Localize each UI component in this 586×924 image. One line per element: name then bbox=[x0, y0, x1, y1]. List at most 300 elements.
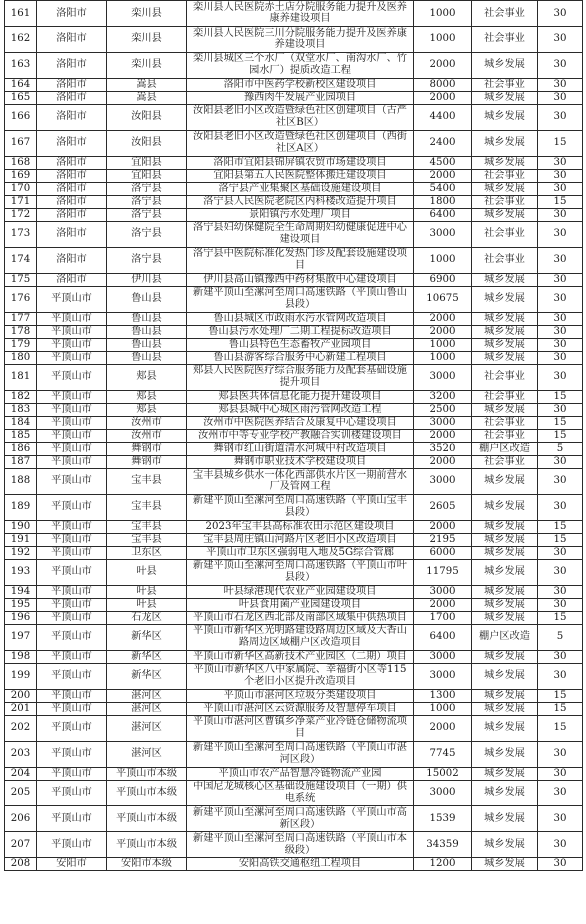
amount-cell: 1000 bbox=[414, 351, 472, 364]
county-cell: 湛河区 bbox=[107, 715, 187, 741]
category-cell: 城乡发展 bbox=[472, 273, 538, 286]
amount-cell: 3200 bbox=[414, 390, 472, 403]
city-cell: 洛阳市 bbox=[37, 169, 107, 182]
row-number-cell: 198 bbox=[5, 650, 37, 663]
row-number-cell: 205 bbox=[5, 780, 37, 806]
amount-cell: 5400 bbox=[414, 182, 472, 195]
category-cell: 城乡发展 bbox=[472, 325, 538, 338]
table-row bbox=[5, 559, 583, 585]
project-name-cell: 新建平顶山至漯河至周口高速铁路（平顶山市叶县段） bbox=[187, 559, 414, 585]
table-row bbox=[5, 156, 583, 169]
category-cell: 城乡发展 bbox=[472, 585, 538, 598]
city-cell: 平顶山市 bbox=[37, 689, 107, 702]
category-cell: 社会事业 bbox=[472, 78, 538, 91]
city-cell: 平顶山市 bbox=[37, 767, 107, 780]
category-cell: 城乡发展 bbox=[472, 312, 538, 325]
amount-cell: 2000 bbox=[414, 715, 472, 741]
row-number-cell: 207 bbox=[5, 832, 37, 858]
row-number-cell: 191 bbox=[5, 533, 37, 546]
row-number-cell: 165 bbox=[5, 91, 37, 104]
city-cell: 平顶山市 bbox=[37, 598, 107, 611]
county-cell: 湛河区 bbox=[107, 689, 187, 702]
category-cell: 城乡发展 bbox=[472, 520, 538, 533]
city-cell: 洛阳市 bbox=[37, 78, 107, 91]
project-name-cell: 宜阳县第五人民医院整体搬迁建设项目 bbox=[187, 169, 414, 182]
project-name-cell: 鲁山县游客综合服务中心新建工程项目 bbox=[187, 351, 414, 364]
category-cell: 城乡发展 bbox=[472, 858, 538, 871]
category-cell: 城乡发展 bbox=[472, 780, 538, 806]
row-number-cell: 185 bbox=[5, 429, 37, 442]
term-years-cell: 30 bbox=[538, 455, 583, 468]
category-cell: 城乡发展 bbox=[472, 546, 538, 559]
amount-cell: 2195 bbox=[414, 533, 472, 546]
city-cell: 平顶山市 bbox=[37, 546, 107, 559]
city-cell: 洛阳市 bbox=[37, 208, 107, 221]
city-cell: 平顶山市 bbox=[37, 429, 107, 442]
table-row bbox=[5, 247, 583, 273]
row-number-cell: 181 bbox=[5, 364, 37, 390]
county-cell: 汝州市 bbox=[107, 429, 187, 442]
county-cell: 伊川县 bbox=[107, 273, 187, 286]
term-years-cell: 30 bbox=[538, 273, 583, 286]
term-years-cell: 30 bbox=[538, 91, 583, 104]
project-name-cell: 豫西肉牛发展产业园项目 bbox=[187, 91, 414, 104]
table-row bbox=[5, 182, 583, 195]
category-cell: 城乡发展 bbox=[472, 286, 538, 312]
category-cell: 城乡发展 bbox=[472, 104, 538, 130]
county-cell: 平顶山市本级 bbox=[107, 832, 187, 858]
county-cell: 宜阳县 bbox=[107, 169, 187, 182]
term-years-cell: 30 bbox=[538, 780, 583, 806]
county-cell: 卫东区 bbox=[107, 546, 187, 559]
table-row bbox=[5, 325, 583, 338]
county-cell: 嵩县 bbox=[107, 91, 187, 104]
table-row bbox=[5, 195, 583, 208]
term-years-cell: 30 bbox=[538, 832, 583, 858]
city-cell: 平顶山市 bbox=[37, 403, 107, 416]
amount-cell: 1000 bbox=[414, 1, 472, 27]
project-name-cell: 栾川县人民医院赤土店分院服务能力提升及医养康养建设项目 bbox=[187, 1, 414, 27]
table-row bbox=[5, 806, 583, 832]
table-row bbox=[5, 767, 583, 780]
city-cell: 平顶山市 bbox=[37, 663, 107, 689]
amount-cell: 6000 bbox=[414, 546, 472, 559]
amount-cell: 4400 bbox=[414, 104, 472, 130]
category-cell: 城乡发展 bbox=[472, 468, 538, 494]
term-years-cell: 30 bbox=[538, 806, 583, 832]
amount-cell: 2000 bbox=[414, 325, 472, 338]
term-years-cell: 30 bbox=[538, 546, 583, 559]
city-cell: 洛阳市 bbox=[37, 130, 107, 156]
table-row bbox=[5, 364, 583, 390]
county-cell: 湛河区 bbox=[107, 702, 187, 715]
project-name-cell: 平顶山市农产品智慧冷链物流产业园 bbox=[187, 767, 414, 780]
row-number-cell: 188 bbox=[5, 468, 37, 494]
amount-cell: 3000 bbox=[414, 780, 472, 806]
row-number-cell: 202 bbox=[5, 715, 37, 741]
county-cell: 宝丰县 bbox=[107, 533, 187, 546]
city-cell: 平顶山市 bbox=[37, 832, 107, 858]
term-years-cell: 30 bbox=[538, 364, 583, 390]
county-cell: 洛宁县 bbox=[107, 208, 187, 221]
project-name-cell: 汝州市中医院医养结合及康复中心建设项目 bbox=[187, 416, 414, 429]
project-name-cell: 栾川县城区三个水厂（双堂水厂、南沟水厂、竹园水厂）提质改造工程 bbox=[187, 52, 414, 78]
category-cell: 城乡发展 bbox=[472, 715, 538, 741]
term-years-cell: 5 bbox=[538, 442, 583, 455]
category-cell: 社会事业 bbox=[472, 1, 538, 27]
project-name-cell: 平顶山市新华区高新技术产业园区（二期）项目 bbox=[187, 650, 414, 663]
term-years-cell: 30 bbox=[538, 858, 583, 871]
term-years-cell: 30 bbox=[538, 767, 583, 780]
project-name-cell: 平顶山市新华区八中家属院、幸福街小区等115个老旧小区提升改造项目 bbox=[187, 663, 414, 689]
county-cell: 叶县 bbox=[107, 559, 187, 585]
county-cell: 宝丰县 bbox=[107, 468, 187, 494]
row-number-cell: 208 bbox=[5, 858, 37, 871]
county-cell: 鲁山县 bbox=[107, 338, 187, 351]
county-cell: 宝丰县 bbox=[107, 494, 187, 520]
category-cell: 城乡发展 bbox=[472, 598, 538, 611]
amount-cell: 1700 bbox=[414, 611, 472, 624]
term-years-cell: 30 bbox=[538, 1, 583, 27]
city-cell: 洛阳市 bbox=[37, 104, 107, 130]
table-row bbox=[5, 351, 583, 364]
row-number-cell: 164 bbox=[5, 78, 37, 91]
table-row bbox=[5, 169, 583, 182]
table-row bbox=[5, 52, 583, 78]
project-table bbox=[4, 0, 583, 871]
table-row bbox=[5, 416, 583, 429]
row-number-cell: 163 bbox=[5, 52, 37, 78]
row-number-cell: 174 bbox=[5, 247, 37, 273]
term-years-cell: 15 bbox=[538, 702, 583, 715]
project-name-cell: 中国尼龙城核心区基础设施建设项目（一期）供电系统 bbox=[187, 780, 414, 806]
amount-cell: 2000 bbox=[414, 455, 472, 468]
county-cell: 平顶山市本级 bbox=[107, 806, 187, 832]
amount-cell: 1000 bbox=[414, 702, 472, 715]
row-number-cell: 197 bbox=[5, 624, 37, 650]
term-years-cell: 30 bbox=[538, 221, 583, 247]
project-name-cell: 平顶山市湛河区曹镇乡净菜产业冷链仓储物流项目 bbox=[187, 715, 414, 741]
row-number-cell: 177 bbox=[5, 312, 37, 325]
amount-cell: 2605 bbox=[414, 494, 472, 520]
county-cell: 洛宁县 bbox=[107, 182, 187, 195]
project-name-cell: 洛宁县中医院标准化发热门诊及配套设施建设项目 bbox=[187, 247, 414, 273]
city-cell: 平顶山市 bbox=[37, 780, 107, 806]
row-number-cell: 170 bbox=[5, 182, 37, 195]
county-cell: 洛宁县 bbox=[107, 221, 187, 247]
row-number-cell: 166 bbox=[5, 104, 37, 130]
amount-cell: 3000 bbox=[414, 663, 472, 689]
table-row bbox=[5, 312, 583, 325]
row-number-cell: 184 bbox=[5, 416, 37, 429]
term-years-cell: 30 bbox=[538, 286, 583, 312]
amount-cell: 1539 bbox=[414, 806, 472, 832]
row-number-cell: 200 bbox=[5, 689, 37, 702]
table-row bbox=[5, 1, 583, 27]
county-cell: 鲁山县 bbox=[107, 325, 187, 338]
category-cell: 社会事业 bbox=[472, 416, 538, 429]
category-cell: 社会事业 bbox=[472, 364, 538, 390]
row-number-cell: 171 bbox=[5, 195, 37, 208]
project-name-cell: 平顶山市石龙区西北部及南部区域集中供热项目 bbox=[187, 611, 414, 624]
term-years-cell: 30 bbox=[538, 598, 583, 611]
city-cell: 平顶山市 bbox=[37, 390, 107, 403]
category-cell: 城乡发展 bbox=[472, 741, 538, 767]
county-cell: 舞钢市 bbox=[107, 442, 187, 455]
county-cell: 汝阳县 bbox=[107, 104, 187, 130]
city-cell: 平顶山市 bbox=[37, 559, 107, 585]
city-cell: 洛阳市 bbox=[37, 156, 107, 169]
amount-cell: 3000 bbox=[414, 364, 472, 390]
city-cell: 平顶山市 bbox=[37, 715, 107, 741]
term-years-cell: 15 bbox=[538, 390, 583, 403]
amount-cell: 2500 bbox=[414, 403, 472, 416]
term-years-cell: 15 bbox=[538, 689, 583, 702]
table-row bbox=[5, 130, 583, 156]
project-name-cell: 叶县绿港现代农业产业园建设项目 bbox=[187, 585, 414, 598]
category-cell: 城乡发展 bbox=[472, 403, 538, 416]
county-cell: 郏县 bbox=[107, 390, 187, 403]
city-cell: 平顶山市 bbox=[37, 702, 107, 715]
amount-cell: 2000 bbox=[414, 91, 472, 104]
amount-cell: 1000 bbox=[414, 26, 472, 52]
table-row bbox=[5, 598, 583, 611]
project-name-cell: 洛阳市宜阳县锦屏镇农贸市场建设项目 bbox=[187, 156, 414, 169]
row-number-cell: 172 bbox=[5, 208, 37, 221]
table-row bbox=[5, 741, 583, 767]
category-cell: 城乡发展 bbox=[472, 702, 538, 715]
table-row bbox=[5, 26, 583, 52]
city-cell: 洛阳市 bbox=[37, 273, 107, 286]
city-cell: 平顶山市 bbox=[37, 416, 107, 429]
amount-cell: 6900 bbox=[414, 273, 472, 286]
county-cell: 鲁山县 bbox=[107, 286, 187, 312]
city-cell: 洛阳市 bbox=[37, 247, 107, 273]
amount-cell: 3000 bbox=[414, 585, 472, 598]
amount-cell: 6400 bbox=[414, 208, 472, 221]
term-years-cell: 30 bbox=[538, 312, 583, 325]
category-cell: 城乡发展 bbox=[472, 832, 538, 858]
project-name-cell: 伊川县高山镇豫西中药材集散中心建设项目 bbox=[187, 273, 414, 286]
category-cell: 城乡发展 bbox=[472, 767, 538, 780]
project-name-cell: 鲁山县污水处理厂二期工程提标改造项目 bbox=[187, 325, 414, 338]
project-name-cell: 汝阳县老旧小区改造暨绿色社区创建项目（西街社区A区） bbox=[187, 130, 414, 156]
county-cell: 叶县 bbox=[107, 598, 187, 611]
row-number-cell: 182 bbox=[5, 390, 37, 403]
row-number-cell: 194 bbox=[5, 585, 37, 598]
term-years-cell: 30 bbox=[538, 52, 583, 78]
term-years-cell: 30 bbox=[538, 104, 583, 130]
county-cell: 宜阳县 bbox=[107, 156, 187, 169]
amount-cell: 2400 bbox=[414, 130, 472, 156]
category-cell: 城乡发展 bbox=[472, 52, 538, 78]
project-name-cell: 汝州市中等专业学校产教融合实训楼建设项目 bbox=[187, 429, 414, 442]
row-number-cell: 192 bbox=[5, 546, 37, 559]
city-cell: 平顶山市 bbox=[37, 650, 107, 663]
table-row bbox=[5, 91, 583, 104]
table-row bbox=[5, 208, 583, 221]
term-years-cell: 30 bbox=[538, 403, 583, 416]
county-cell: 鲁山县 bbox=[107, 312, 187, 325]
category-cell: 城乡发展 bbox=[472, 156, 538, 169]
table-row bbox=[5, 104, 583, 130]
table-row bbox=[5, 689, 583, 702]
bond-project-table-page bbox=[4, 0, 582, 871]
city-cell: 平顶山市 bbox=[37, 325, 107, 338]
row-number-cell: 161 bbox=[5, 1, 37, 27]
county-cell: 湛河区 bbox=[107, 741, 187, 767]
row-number-cell: 169 bbox=[5, 169, 37, 182]
project-name-cell: 2023年宝丰县高标准农田示范区建设项目 bbox=[187, 520, 414, 533]
project-name-cell: 平顶山市湛河区垃圾分类建设项目 bbox=[187, 689, 414, 702]
term-years-cell: 30 bbox=[538, 325, 583, 338]
city-cell: 平顶山市 bbox=[37, 741, 107, 767]
project-name-cell: 栾川县人民医院三川分院服务能力提升及医养康养建设项目 bbox=[187, 26, 414, 52]
table-row bbox=[5, 520, 583, 533]
amount-cell: 3000 bbox=[414, 650, 472, 663]
amount-cell: 34359 bbox=[414, 832, 472, 858]
amount-cell: 3000 bbox=[414, 468, 472, 494]
row-number-cell: 204 bbox=[5, 767, 37, 780]
row-number-cell: 183 bbox=[5, 403, 37, 416]
project-name-cell: 舞钢市红山街道清水河城中村改造项目 bbox=[187, 442, 414, 455]
term-years-cell: 30 bbox=[538, 741, 583, 767]
city-cell: 平顶山市 bbox=[37, 520, 107, 533]
row-number-cell: 178 bbox=[5, 325, 37, 338]
amount-cell: 15002 bbox=[414, 767, 472, 780]
category-cell: 社会事业 bbox=[472, 195, 538, 208]
category-cell: 城乡发展 bbox=[472, 208, 538, 221]
city-cell: 洛阳市 bbox=[37, 26, 107, 52]
category-cell: 城乡发展 bbox=[472, 689, 538, 702]
category-cell: 城乡发展 bbox=[472, 351, 538, 364]
project-name-cell: 洛宁县妇幼保健院全生命周期妇幼健康促进中心建设项目 bbox=[187, 221, 414, 247]
row-number-cell: 206 bbox=[5, 806, 37, 832]
table-row bbox=[5, 338, 583, 351]
project-name-cell: 新建平顶山至漯河至周口高速铁路（平顶山宝丰县段） bbox=[187, 494, 414, 520]
county-cell: 石龙区 bbox=[107, 611, 187, 624]
row-number-cell: 162 bbox=[5, 26, 37, 52]
table-row bbox=[5, 533, 583, 546]
city-cell: 平顶山市 bbox=[37, 364, 107, 390]
table-row bbox=[5, 390, 583, 403]
table-row bbox=[5, 273, 583, 286]
row-number-cell: 168 bbox=[5, 156, 37, 169]
table-row bbox=[5, 78, 583, 91]
table-row bbox=[5, 442, 583, 455]
term-years-cell: 15 bbox=[538, 611, 583, 624]
row-number-cell: 186 bbox=[5, 442, 37, 455]
row-number-cell: 180 bbox=[5, 351, 37, 364]
category-cell: 城乡发展 bbox=[472, 91, 538, 104]
project-name-cell: 洛宁县产业集聚区基础设施建设项目 bbox=[187, 182, 414, 195]
row-number-cell: 199 bbox=[5, 663, 37, 689]
term-years-cell: 30 bbox=[538, 169, 583, 182]
amount-cell: 6400 bbox=[414, 624, 472, 650]
amount-cell: 2000 bbox=[414, 169, 472, 182]
city-cell: 平顶山市 bbox=[37, 468, 107, 494]
project-name-cell: 舞钢市职业技术学校建设项目 bbox=[187, 455, 414, 468]
category-cell: 城乡发展 bbox=[472, 650, 538, 663]
county-cell: 叶县 bbox=[107, 585, 187, 598]
project-name-cell: 叶县食用菌产业园建设项目 bbox=[187, 598, 414, 611]
project-name-cell: 郏县医共体信息化能力提升建设项目 bbox=[187, 390, 414, 403]
term-years-cell: 30 bbox=[538, 156, 583, 169]
amount-cell: 1000 bbox=[414, 338, 472, 351]
project-name-cell: 平顶山市湛河区云资源服务及智慧停车项目 bbox=[187, 702, 414, 715]
term-years-cell: 30 bbox=[538, 494, 583, 520]
city-cell: 平顶山市 bbox=[37, 494, 107, 520]
project-name-cell: 平顶山市新华区光明路建设路周边区域及大香山路周边区域棚户区改造项目 bbox=[187, 624, 414, 650]
row-number-cell: 187 bbox=[5, 455, 37, 468]
project-name-cell: 新建平顶山至漯河至周口高速铁路（平顶山市湛河区段） bbox=[187, 741, 414, 767]
term-years-cell: 30 bbox=[538, 208, 583, 221]
city-cell: 洛阳市 bbox=[37, 195, 107, 208]
row-number-cell: 193 bbox=[5, 559, 37, 585]
amount-cell: 7745 bbox=[414, 741, 472, 767]
table-row bbox=[5, 663, 583, 689]
county-cell: 嵩县 bbox=[107, 78, 187, 91]
term-years-cell: 30 bbox=[538, 26, 583, 52]
project-name-cell: 洛宁县人民医院老院区内科楼改造提升项目 bbox=[187, 195, 414, 208]
city-cell: 平顶山市 bbox=[37, 585, 107, 598]
project-name-cell: 洛阳市中医药学校新校区建设项目 bbox=[187, 78, 414, 91]
county-cell: 新华区 bbox=[107, 624, 187, 650]
row-number-cell: 189 bbox=[5, 494, 37, 520]
city-cell: 平顶山市 bbox=[37, 286, 107, 312]
category-cell: 社会事业 bbox=[472, 390, 538, 403]
city-cell: 洛阳市 bbox=[37, 91, 107, 104]
city-cell: 平顶山市 bbox=[37, 338, 107, 351]
category-cell: 社会事业 bbox=[472, 169, 538, 182]
category-cell: 城乡发展 bbox=[472, 663, 538, 689]
city-cell: 平顶山市 bbox=[37, 312, 107, 325]
county-cell: 新华区 bbox=[107, 663, 187, 689]
county-cell: 舞钢市 bbox=[107, 455, 187, 468]
county-cell: 平顶山市本级 bbox=[107, 767, 187, 780]
city-cell: 洛阳市 bbox=[37, 221, 107, 247]
term-years-cell: 15 bbox=[538, 130, 583, 156]
term-years-cell: 15 bbox=[538, 416, 583, 429]
table-row bbox=[5, 494, 583, 520]
table-row bbox=[5, 403, 583, 416]
amount-cell: 1000 bbox=[414, 247, 472, 273]
county-cell: 宝丰县 bbox=[107, 520, 187, 533]
amount-cell: 2000 bbox=[414, 429, 472, 442]
table-row bbox=[5, 546, 583, 559]
city-cell: 安阳市 bbox=[37, 858, 107, 871]
project-name-cell: 新建平顶山至漯河至周口高速铁路（平顶山市高新区段） bbox=[187, 806, 414, 832]
term-years-cell: 30 bbox=[538, 338, 583, 351]
term-years-cell: 15 bbox=[538, 715, 583, 741]
row-number-cell: 173 bbox=[5, 221, 37, 247]
amount-cell: 1800 bbox=[414, 195, 472, 208]
county-cell: 栾川县 bbox=[107, 1, 187, 27]
row-number-cell: 167 bbox=[5, 130, 37, 156]
term-years-cell: 30 bbox=[538, 351, 583, 364]
term-years-cell: 30 bbox=[538, 247, 583, 273]
table-row bbox=[5, 650, 583, 663]
table-row bbox=[5, 702, 583, 715]
term-years-cell: 30 bbox=[538, 663, 583, 689]
amount-cell: 3000 bbox=[414, 416, 472, 429]
city-cell: 平顶山市 bbox=[37, 442, 107, 455]
term-years-cell: 30 bbox=[538, 468, 583, 494]
project-name-cell: 郏县县城中心城区雨污管网改造工程 bbox=[187, 403, 414, 416]
category-cell: 城乡发展 bbox=[472, 182, 538, 195]
category-cell: 城乡发展 bbox=[472, 806, 538, 832]
project-name-cell: 宝丰县周庄镇山河路片区老旧小区改造项目 bbox=[187, 533, 414, 546]
